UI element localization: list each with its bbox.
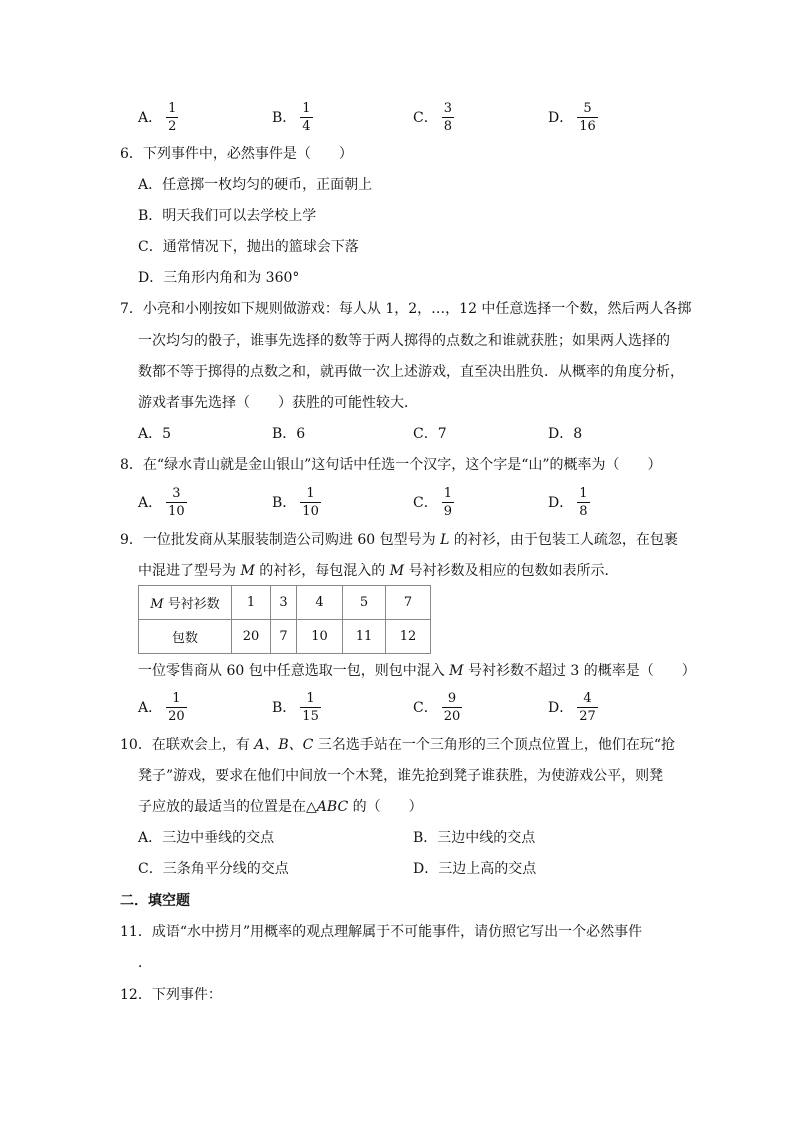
denominator: 9 <box>443 503 452 519</box>
fraction <box>300 486 321 519</box>
option-letter: C． <box>413 700 438 716</box>
denominator: 8 <box>443 118 452 134</box>
q5-option-a <box>138 97 178 137</box>
q6-option-a: A．任意掷一枚均匀的硬币，正面朝上 <box>138 177 373 193</box>
q9-line-3 <box>138 661 696 681</box>
q9-option-a <box>138 687 187 727</box>
q6-stem: 6．下列事件中，必然事件是（ ） <box>120 146 353 162</box>
table-cell: 12 <box>386 620 431 654</box>
fraction <box>166 101 178 134</box>
denominator: 15 <box>302 708 319 724</box>
row-header <box>139 586 232 620</box>
variable: ABC <box>316 799 349 815</box>
option-letter: C． <box>413 110 438 126</box>
q10-option-d: D．三边上高的交点 <box>413 861 537 877</box>
q8-stem: 8．在“绿水青山就是金山银山”这句话中任选一个汉字，这个字是“山”的概率为（ ） <box>120 457 662 473</box>
table-row <box>139 586 431 620</box>
q11-line-1: 11．成语“水中捞月”用概率的观点理解属于不可能事件，请仿照它写出一个必然事件 <box>120 924 643 940</box>
text: 子应放的最适当的位置是在△ <box>138 799 317 815</box>
numerator: 9 <box>447 690 457 706</box>
numerator: 1 <box>168 100 177 116</box>
text: 号衬衫数 <box>163 597 220 612</box>
denominator: 8 <box>579 503 588 519</box>
numerator: 1 <box>579 485 588 501</box>
option-letter: D． <box>548 495 574 511</box>
denominator: 20 <box>443 708 461 724</box>
numerator: 1 <box>306 485 315 501</box>
row-header: 包数 <box>139 620 232 654</box>
q9-option-b <box>272 687 321 727</box>
q12-stem: 12．下列事件： <box>120 987 222 1003</box>
fraction <box>577 486 589 519</box>
fraction <box>577 691 598 724</box>
q7-line-2: 一次均匀的骰子，谁事先选择的数等于两人掷得的点数之和谁就获胜；如果两人选择的 <box>138 333 670 349</box>
q7-option-b: B．6 <box>272 426 306 442</box>
table-cell: 1 <box>232 586 271 620</box>
numerator: 5 <box>583 100 592 116</box>
variable: M <box>389 563 405 579</box>
q10-line-2: 凳子”游戏，要求在他们中间放一个木凳，谁先抢到凳子谁获胜，为使游戏公平，则凳 <box>138 768 664 784</box>
q10-option-b: B．三边中线的交点 <box>413 830 536 846</box>
numerator: 3 <box>443 100 452 116</box>
text: 的衬衫，由于包装工人疏忽，在包裹 <box>449 532 678 548</box>
denominator: 27 <box>579 708 596 724</box>
q7-line-1: 7．小亮和小刚按如下规则做游戏：每人从 1，2，…，12 中任意选择一个数，然后两人各掷 <box>120 301 692 317</box>
table-cell: 7 <box>271 620 297 654</box>
text: 9．一位批发商从某服装制造公司购进 60 包型号为 <box>120 532 441 548</box>
q5-option-c <box>413 97 454 137</box>
table-cell: 20 <box>232 620 271 654</box>
fraction <box>300 691 321 724</box>
q7-option-a: A．5 <box>138 426 172 442</box>
q5-option-d <box>548 97 598 137</box>
fraction <box>442 691 463 724</box>
text: 10．在联欢会上，有 <box>120 737 255 753</box>
table-cell: 11 <box>343 620 386 654</box>
variable: L <box>440 532 450 548</box>
section-heading: 二．填空题 <box>120 893 190 909</box>
variable: M <box>449 663 464 679</box>
variable: M <box>240 563 255 579</box>
q7-line-3: 数都不等于掷得的点数之和，就再做一次上述游戏，直至决出胜负．从概率的角度分析， <box>138 364 684 380</box>
fraction <box>166 691 187 724</box>
q10-line-1 <box>120 735 675 755</box>
q9-line-2 <box>138 561 619 581</box>
option-letter: D． <box>548 110 574 126</box>
text: 的（ ） <box>348 799 423 815</box>
q6-option-c: C．通常情况下，抛出的篮球会下落 <box>138 239 359 255</box>
option-letter: A． <box>138 110 163 126</box>
numerator: 1 <box>443 485 452 501</box>
numerator: 4 <box>583 690 592 706</box>
denominator: 16 <box>579 118 596 134</box>
q8-option-d <box>548 482 590 522</box>
option-letter: D． <box>548 700 574 716</box>
text: 一位零售商从 60 包中任意选取一包，则包中混入 <box>138 663 450 679</box>
q9-line-1 <box>120 530 678 550</box>
variable: A、B、C <box>254 737 314 753</box>
q10-line-3 <box>138 797 423 817</box>
option-letter: A． <box>138 495 163 511</box>
text: 号衬衫数及相应的包数如表所示． <box>404 563 619 579</box>
q6-option-d: D．三角形内角和为 360° <box>138 270 300 286</box>
q6-option-b: B．明天我们可以去学校上学 <box>138 208 317 224</box>
fraction <box>442 101 454 134</box>
denominator: 4 <box>302 118 311 134</box>
table-row <box>139 620 431 654</box>
q10-option-a: A．三边中垂线的交点 <box>138 830 275 846</box>
text: 的衬衫，每包混入的 <box>254 563 390 579</box>
text: 中混进了型号为 <box>138 563 241 579</box>
numerator: 1 <box>302 100 311 116</box>
fraction <box>442 486 454 519</box>
option-letter: A． <box>138 700 163 716</box>
numerator: 1 <box>172 690 181 706</box>
q7-line-4: 游戏者事先选择（ ）获胜的可能性较大． <box>138 395 418 411</box>
q9-option-c <box>413 687 462 727</box>
option-letter: B． <box>272 700 297 716</box>
shirt-package-table <box>138 585 431 654</box>
fraction <box>300 101 312 134</box>
table-cell: 5 <box>343 586 386 620</box>
table-cell: 4 <box>297 586 343 620</box>
table-cell: 10 <box>297 620 343 654</box>
option-letter: B． <box>272 110 297 126</box>
text: 三名选手站在一个三角形的三个顶点位置上，他们在玩“抢 <box>313 737 675 753</box>
q8-option-a <box>138 482 187 522</box>
q5-option-b <box>272 97 313 137</box>
numerator: 1 <box>306 690 315 706</box>
table-cell: 7 <box>386 586 431 620</box>
q7-option-d: D．8 <box>548 426 583 442</box>
denominator: 10 <box>302 503 319 519</box>
option-letter: C． <box>413 495 438 511</box>
denominator: 20 <box>168 708 185 724</box>
fraction <box>577 101 598 134</box>
denominator: 2 <box>168 118 177 134</box>
text: 号衬衫数不超过 3 的概率是（ ） <box>463 663 696 679</box>
q7-option-c: C．7 <box>413 426 447 442</box>
numerator: 3 <box>172 485 181 501</box>
table-cell: 3 <box>271 586 297 620</box>
q8-option-c <box>413 482 454 522</box>
q10-option-c: C．三条角平分线的交点 <box>138 861 289 877</box>
fraction <box>166 486 187 519</box>
variable: M <box>150 597 164 612</box>
option-letter: B． <box>272 495 297 511</box>
denominator: 10 <box>168 503 185 519</box>
q9-option-d <box>548 687 598 727</box>
q11-line-2: ． <box>138 955 152 971</box>
q8-option-b <box>272 482 321 522</box>
